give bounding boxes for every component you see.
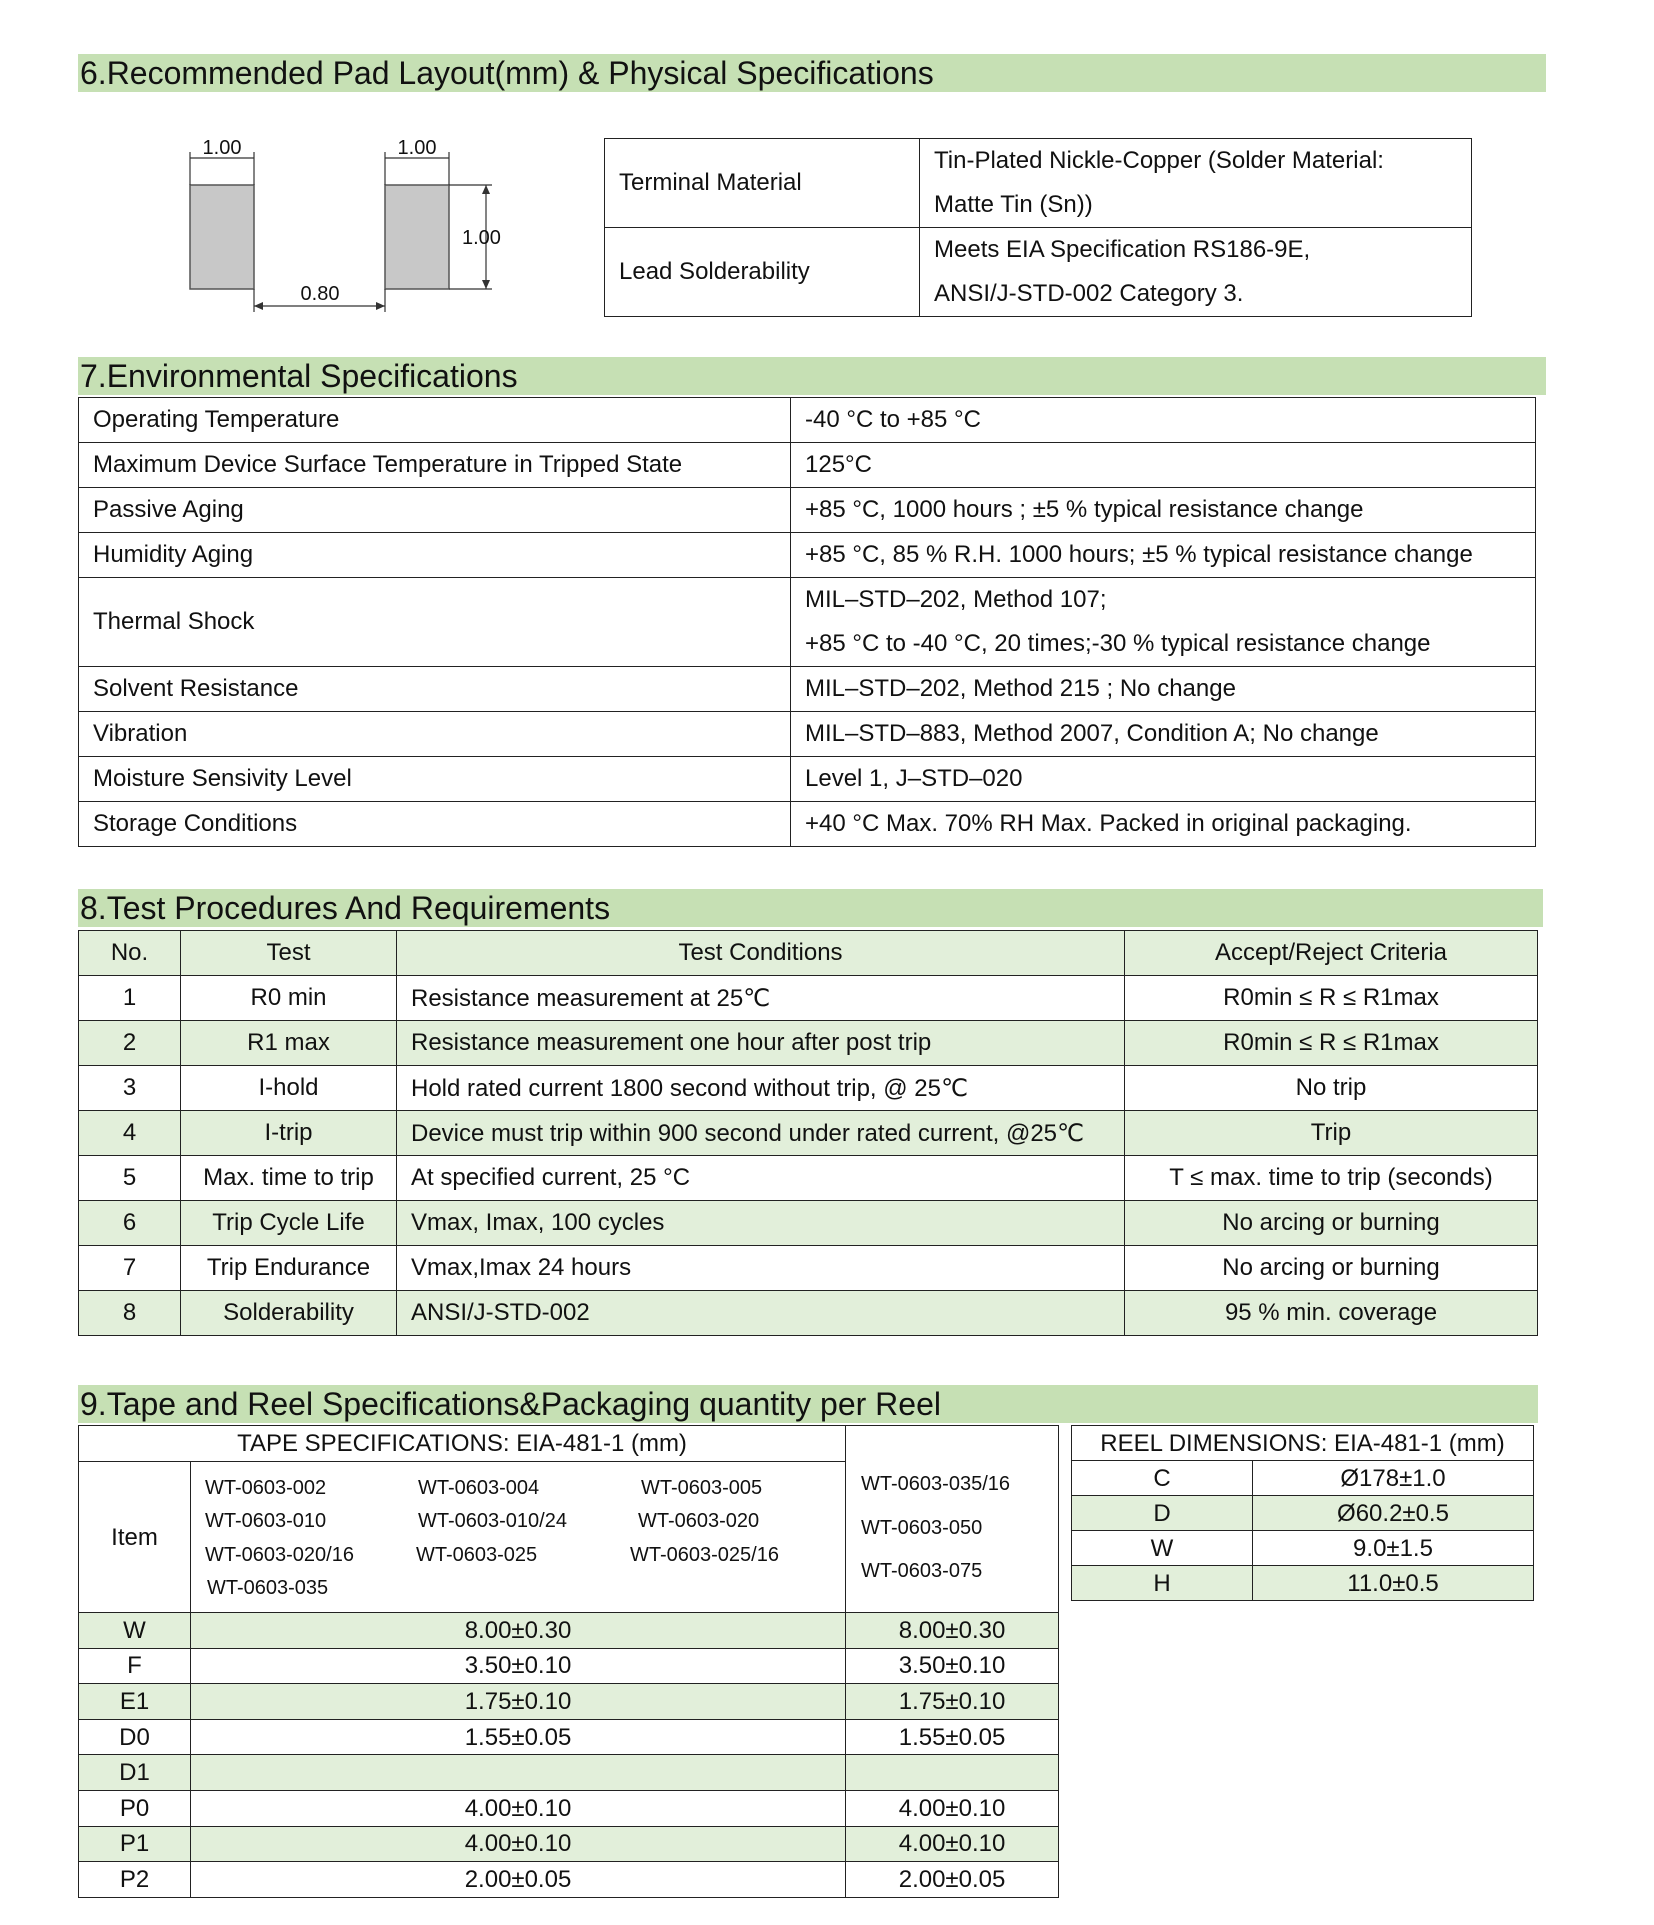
test-conditions: Resistance measurement at 25℃ xyxy=(397,976,1125,1021)
reel-item: W xyxy=(1072,1531,1253,1566)
env-row xyxy=(79,398,1536,443)
env-value: MIL–STD–883, Method 2007, Condition A; No change xyxy=(791,712,1536,757)
tape-item: F xyxy=(79,1648,191,1684)
env-label: Operating Temperature xyxy=(79,398,791,443)
env-value xyxy=(791,578,1536,667)
env-value: MIL–STD–202, Method 215 ; No change xyxy=(791,667,1536,712)
test-name: I-trip xyxy=(181,1111,397,1156)
tape-item: P1 xyxy=(79,1826,191,1862)
physical-spec-table xyxy=(604,138,1472,317)
test-name: Max. time to trip xyxy=(181,1156,397,1201)
reel-title-row xyxy=(1072,1426,1534,1461)
env-value: +85 °C, 85 % R.H. 1000 hours; ±5 % typical resistance change xyxy=(791,533,1536,578)
test-conditions: Vmax,Imax 24 hours xyxy=(397,1246,1125,1291)
physical-value-line: Matte Tin (Sn)) xyxy=(934,191,1093,218)
reel-row xyxy=(1072,1566,1534,1601)
model-code: WT-0603-025/16 xyxy=(630,1544,779,1566)
physical-label: Lead Solderability xyxy=(605,228,920,317)
env-row xyxy=(79,757,1536,802)
env-row xyxy=(79,443,1536,488)
env-label: Humidity Aging xyxy=(79,533,791,578)
env-value-line: +85 °C to -40 °C, 20 times;-30 % typical resistance change xyxy=(805,630,1431,657)
test-criteria: No trip xyxy=(1125,1066,1538,1111)
model-code: WT-0603-025 xyxy=(416,1544,538,1566)
tape-item: P0 xyxy=(79,1790,191,1826)
reel-dimensions-table xyxy=(1071,1425,1534,1601)
tape-item: P2 xyxy=(79,1862,191,1898)
test-conditions: ANSI/J-STD-002 xyxy=(397,1291,1125,1336)
test-no: 7 xyxy=(79,1246,181,1291)
test-no: 6 xyxy=(79,1201,181,1246)
test-row xyxy=(79,1066,1538,1111)
tape-value-b: 4.00±0.10 xyxy=(846,1826,1059,1862)
env-value: 125°C xyxy=(791,443,1536,488)
physical-row xyxy=(605,139,1472,228)
env-row xyxy=(79,802,1536,847)
tape-title-row xyxy=(79,1426,1059,1462)
env-value: Level 1, J–STD–020 xyxy=(791,757,1536,802)
test-conditions: Hold rated current 1800 second without trip, @ 25℃ xyxy=(397,1066,1125,1111)
tape-value-a: 1.75±0.10 xyxy=(191,1684,846,1720)
test-no: 1 xyxy=(79,976,181,1021)
test-criteria: No arcing or burning xyxy=(1125,1201,1538,1246)
test-row xyxy=(79,1291,1538,1336)
tape-value-a: 4.00±0.10 xyxy=(191,1790,846,1826)
tape-value-a: 3.50±0.10 xyxy=(191,1648,846,1684)
reel-value: 11.0±0.5 xyxy=(1253,1566,1534,1601)
tape-row xyxy=(79,1648,1059,1684)
section-title-environmental: 7.Environmental Specifications xyxy=(78,357,1546,395)
env-row xyxy=(79,533,1536,578)
reel-item: D xyxy=(1072,1496,1253,1531)
test-row xyxy=(79,1201,1538,1246)
tape-value-a xyxy=(191,1755,846,1791)
test-header-row xyxy=(79,931,1538,976)
model-code: WT-0603-005 xyxy=(641,1477,763,1499)
test-name: I-hold xyxy=(181,1066,397,1111)
tape-row xyxy=(79,1719,1059,1755)
tape-row xyxy=(79,1826,1059,1862)
tape-group-b xyxy=(846,1426,1059,1613)
test-name: Solderability xyxy=(181,1291,397,1336)
pad-height-label: 1.00 xyxy=(462,227,501,249)
tape-value-b: 1.55±0.05 xyxy=(846,1719,1059,1755)
tape-value-b: 8.00±0.30 xyxy=(846,1613,1059,1649)
section-title-test-procedures: 8.Test Procedures And Requirements xyxy=(78,889,1543,927)
env-row xyxy=(79,578,1536,667)
test-no: 2 xyxy=(79,1021,181,1066)
reel-row xyxy=(1072,1496,1534,1531)
model-code: WT-0603-035/16 xyxy=(861,1473,1010,1495)
test-name: R1 max xyxy=(181,1021,397,1066)
reel-item: C xyxy=(1072,1461,1253,1496)
reel-row xyxy=(1072,1531,1534,1566)
env-label: Moisture Sensivity Level xyxy=(79,757,791,802)
test-row xyxy=(79,1111,1538,1156)
tape-item: W xyxy=(79,1613,191,1649)
test-criteria: T ≤ max. time to trip (seconds) xyxy=(1125,1156,1538,1201)
tape-value-b: 1.75±0.10 xyxy=(846,1684,1059,1720)
physical-value xyxy=(920,228,1472,317)
right-pad-width-label: 1.00 xyxy=(397,137,437,159)
test-header-no: No. xyxy=(79,931,181,976)
tape-item-label: Item xyxy=(79,1462,191,1613)
tape-value-b: 3.50±0.10 xyxy=(846,1648,1059,1684)
test-conditions: Device must trip within 900 second under rated current, @25℃ xyxy=(397,1111,1125,1156)
env-row xyxy=(79,667,1536,712)
tape-row xyxy=(79,1613,1059,1649)
tape-value-b xyxy=(846,1755,1059,1791)
env-value: -40 °C to +85 °C xyxy=(791,398,1536,443)
test-header-criteria: Accept/Reject Criteria xyxy=(1125,931,1538,976)
tape-spec-table xyxy=(78,1425,1059,1898)
tape-row xyxy=(79,1684,1059,1720)
tape-group-a xyxy=(191,1462,846,1613)
test-no: 8 xyxy=(79,1291,181,1336)
tape-row xyxy=(79,1755,1059,1791)
reel-value: Ø60.2±0.5 xyxy=(1253,1496,1534,1531)
model-code: WT-0603-004 xyxy=(418,1477,540,1499)
tape-row xyxy=(79,1862,1059,1898)
env-label: Vibration xyxy=(79,712,791,757)
model-code: WT-0603-050 xyxy=(861,1517,983,1539)
tape-value-a: 1.55±0.05 xyxy=(191,1719,846,1755)
test-conditions: Resistance measurement one hour after post trip xyxy=(397,1021,1125,1066)
env-label: Maximum Device Surface Temperature in Tripped State xyxy=(79,443,791,488)
env-value: +40 °C Max. 70% RH Max. Packed in original packaging. xyxy=(791,802,1536,847)
reel-row xyxy=(1072,1461,1534,1496)
physical-row xyxy=(605,228,1472,317)
tape-value-a: 4.00±0.10 xyxy=(191,1826,846,1862)
physical-value-line: ANSI/J-STD-002 Category 3. xyxy=(934,280,1244,307)
test-name: R0 min xyxy=(181,976,397,1021)
tape-title: TAPE SPECIFICATIONS: EIA-481-1 (mm) xyxy=(79,1426,846,1462)
test-criteria: R0min ≤ R ≤ R1max xyxy=(1125,976,1538,1021)
reel-value: 9.0±1.5 xyxy=(1253,1531,1534,1566)
test-row xyxy=(79,1156,1538,1201)
test-criteria: Trip xyxy=(1125,1111,1538,1156)
pad-layout-diagram xyxy=(170,130,530,320)
reel-item: H xyxy=(1072,1566,1253,1601)
test-criteria: 95 % min. coverage xyxy=(1125,1291,1538,1336)
test-no: 5 xyxy=(79,1156,181,1201)
test-header-test: Test xyxy=(181,931,397,976)
test-conditions: At specified current, 25 °C xyxy=(397,1156,1125,1201)
model-code: WT-0603-010/24 xyxy=(418,1510,567,1532)
env-row xyxy=(79,712,1536,757)
model-code: WT-0603-002 xyxy=(205,1477,327,1499)
tape-value-b: 4.00±0.10 xyxy=(846,1790,1059,1826)
section-title-tape-reel: 9.Tape and Reel Specifications&Packaging quantity per Reel xyxy=(78,1385,1538,1423)
physical-value-line: Meets EIA Specification RS186-9E, xyxy=(934,236,1311,263)
test-name: Trip Cycle Life xyxy=(181,1201,397,1246)
reel-title: REEL DIMENSIONS: EIA-481-1 (mm) xyxy=(1072,1426,1534,1461)
test-row xyxy=(79,1246,1538,1291)
model-code: WT-0603-010 xyxy=(205,1510,327,1532)
env-label: Solvent Resistance xyxy=(79,667,791,712)
env-value-line: MIL–STD–202, Method 107; xyxy=(805,586,1107,613)
model-code: WT-0603-035 xyxy=(207,1577,329,1599)
environmental-table xyxy=(78,397,1536,847)
physical-value xyxy=(920,139,1472,228)
env-label: Storage Conditions xyxy=(79,802,791,847)
left-pad-width-label: 1.00 xyxy=(202,137,242,159)
env-label: Passive Aging xyxy=(79,488,791,533)
tape-item: D0 xyxy=(79,1719,191,1755)
test-name: Trip Endurance xyxy=(181,1246,397,1291)
env-value: +85 °C, 1000 hours ; ±5 % typical resistance change xyxy=(791,488,1536,533)
test-no: 3 xyxy=(79,1066,181,1111)
test-procedures-table xyxy=(78,930,1538,1336)
left-pad xyxy=(190,185,254,289)
env-label: Thermal Shock xyxy=(79,578,791,667)
test-criteria: R0min ≤ R ≤ R1max xyxy=(1125,1021,1538,1066)
test-header-conditions: Test Conditions xyxy=(397,931,1125,976)
model-code: WT-0603-075 xyxy=(861,1560,983,1582)
physical-label: Terminal Material xyxy=(605,139,920,228)
test-row xyxy=(79,976,1538,1021)
test-no: 4 xyxy=(79,1111,181,1156)
tape-item: D1 xyxy=(79,1755,191,1791)
physical-value-line: Tin-Plated Nickle-Copper (Solder Material: xyxy=(934,147,1384,174)
tape-value-a: 2.00±0.05 xyxy=(191,1862,846,1898)
model-code: WT-0603-020 xyxy=(638,1510,760,1532)
tape-value-b: 2.00±0.05 xyxy=(846,1862,1059,1898)
tape-value-a: 8.00±0.30 xyxy=(191,1613,846,1649)
test-conditions: Vmax, Imax, 100 cycles xyxy=(397,1201,1125,1246)
section-title-pad-layout: 6.Recommended Pad Layout(mm) & Physical Specifications xyxy=(78,54,1546,92)
test-row xyxy=(79,1021,1538,1066)
tape-row xyxy=(79,1790,1059,1826)
pad-gap-label: 0.80 xyxy=(300,283,340,305)
reel-value: Ø178±1.0 xyxy=(1253,1461,1534,1496)
right-pad xyxy=(385,185,449,289)
test-criteria: No arcing or burning xyxy=(1125,1246,1538,1291)
env-row xyxy=(79,488,1536,533)
tape-item: E1 xyxy=(79,1684,191,1720)
model-code: WT-0603-020/16 xyxy=(205,1544,354,1566)
